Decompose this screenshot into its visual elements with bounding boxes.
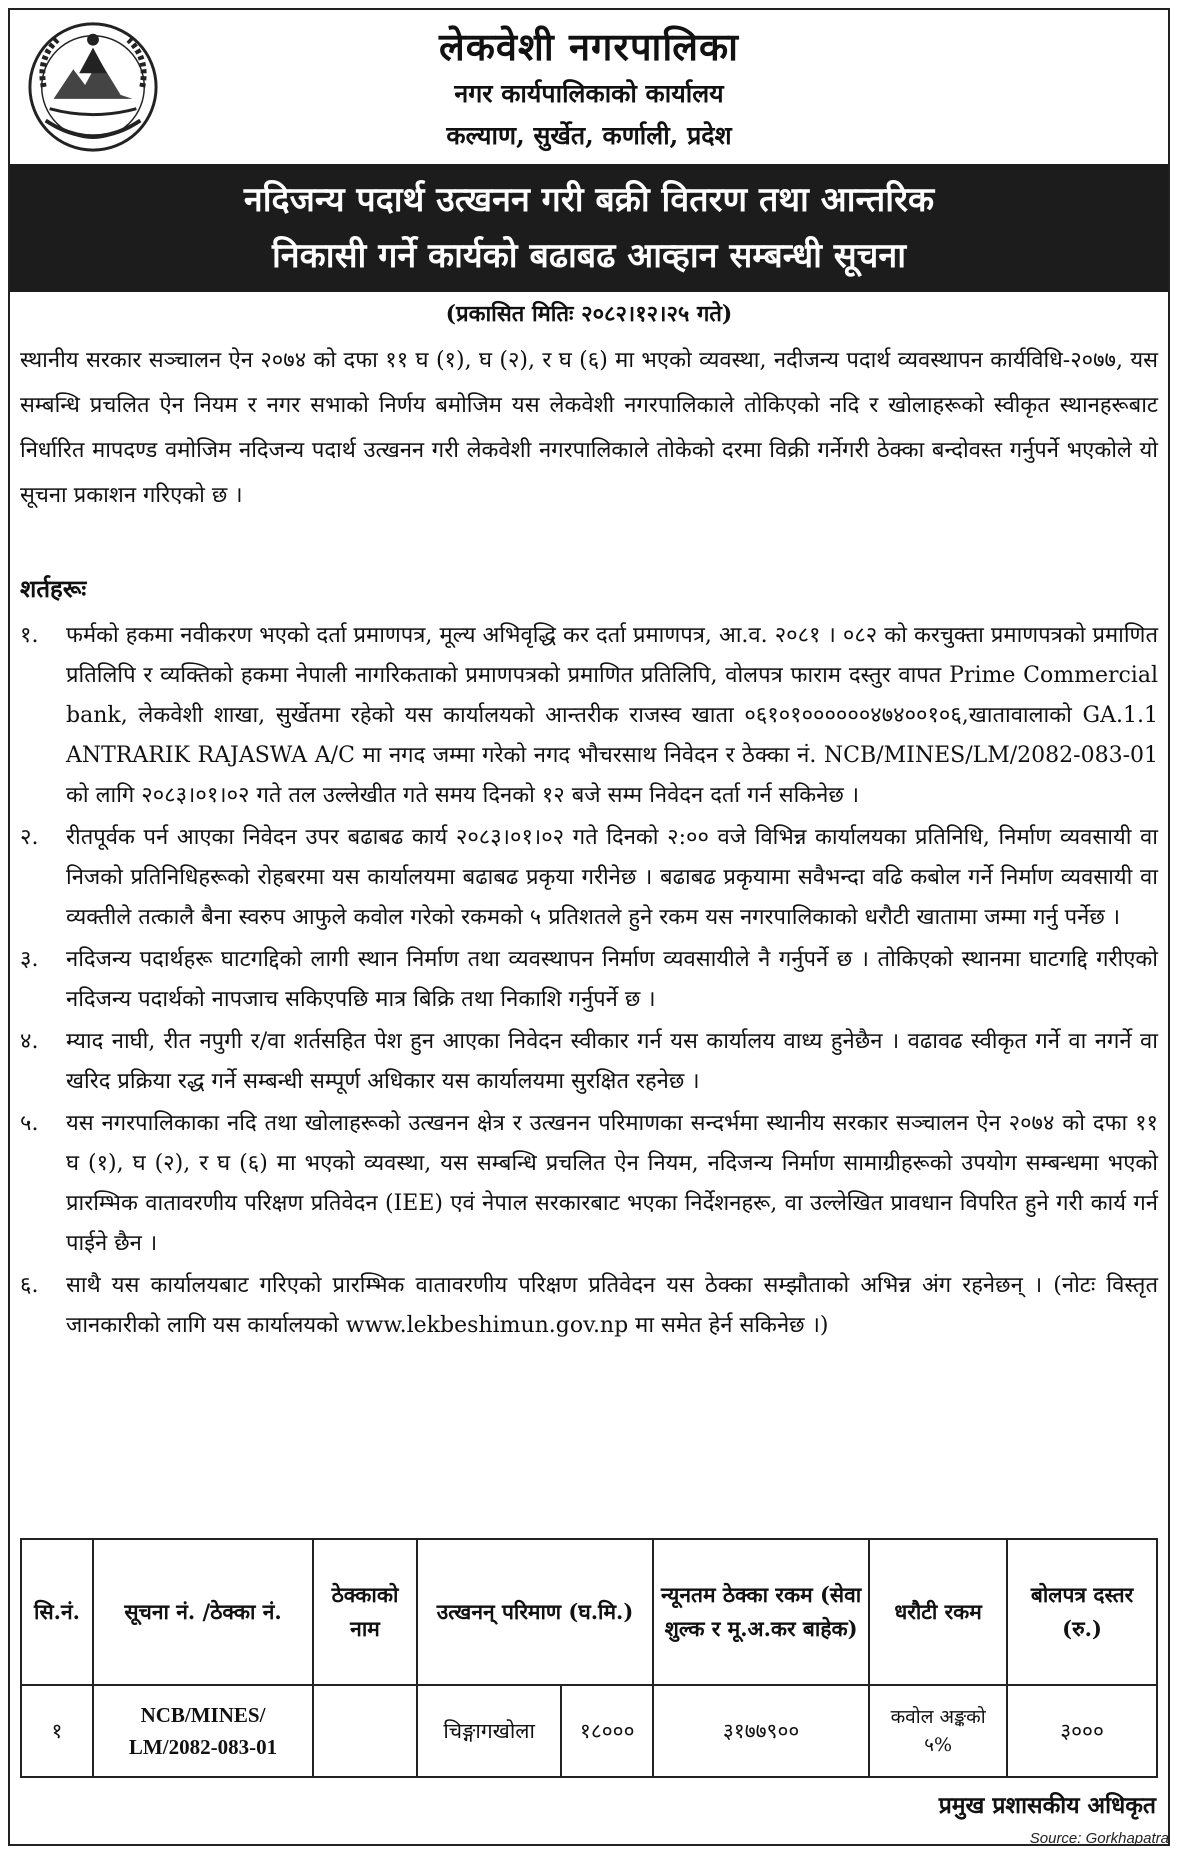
term-item xyxy=(20,940,1158,1020)
header-deposit: धरौटी रकम xyxy=(869,1539,1007,1685)
notice-title-line-2: निकासी गर्ने कार्यको बढाबढ आव्हान सम्बन्धी सूचना xyxy=(271,236,907,276)
term-number: ६. xyxy=(20,1273,39,1298)
org-address: कल्याण, सुर्खेत, कर्णाली, प्रदेश xyxy=(446,121,732,150)
term-text: रीतपूर्वक पर्न आएका निवेदन उपर बढाबढ कार्य २०८३।०१।०२ गते दिनको २:०० वजे विभिन्न कार्यालयका प्रतिनिधि, निर्माण व्यवसायी वा निजको प्रतिनिधिहरूको रोहबरमा यस कार्यालयमा बढाबढ प्रकृया गरीनेछ । बढाबढ प्रकृयामा सवैभन्दा वढि कबोल गर्ने निर्माण व्यवसायी वा व्यक्तीले तत्कालै बैना स्वरुप आफुले कवोल गरेको रकमको ५ प्रतिशतले हुने रकम यस नगरपालिकाको धरौटी खातामा जम्मा गर्नु पर्नेछ । xyxy=(66,825,1158,930)
contract-table-wrapper xyxy=(20,1538,1158,1778)
header xyxy=(10,10,1168,158)
cell-bid-fee: ३००० xyxy=(1007,1685,1157,1777)
source-credit: Source: Gorkhapatra xyxy=(1029,1830,1169,1847)
terms-list xyxy=(20,616,1158,1348)
terms-heading: शर्तहरूः xyxy=(20,575,87,603)
notice-title-line-1: नदिजन्य पदार्थ उत्खनन गरी बक्री वितरण तथा आन्तरिक xyxy=(243,180,935,220)
cell-min-amount: ३१७७९०० xyxy=(653,1685,869,1777)
org-office: नगर कार्यपालिकाको कार्यालय xyxy=(454,79,724,108)
header-sn: सि.नं. xyxy=(21,1539,93,1685)
term-text: साथै यस कार्यालयबाट गरिएको प्रारम्भिक वातावरणीय परिक्षण प्रतिवेदन यस ठेक्का सम्झौताको अभिन्न अंग रहनेछन् । (नोटः विस्तृत जानकारीको लागि यस कार्यालयको www.lekbeshimun.gov.np मा समेत हेर्न सकिनेछ ।) xyxy=(66,1273,1158,1338)
term-number: २. xyxy=(20,825,39,850)
header-min-amount: न्यूनतम ठेक्का रकम (सेवा शुल्क र मू.अ.कर बाहेक) xyxy=(653,1539,869,1685)
term-item xyxy=(20,1022,1158,1102)
signature-title: प्रमुख प्रशासकीय अधिकृत xyxy=(938,1793,1156,1819)
cell-contract-name xyxy=(313,1685,417,1777)
cell-notice-no: NCB/MINES/ LM/2082-083-01 xyxy=(93,1685,313,1777)
term-text: म्याद नाघी, रीत नपुगी र/वा शर्तसहित पेश हुन आएका निवेदन स्वीकार गर्न यस कार्यालय वाध्य हुनेछैन । वढावढ स्वीकृत गर्ने वा नगर्ने वा खरिद प्रक्रिया रद्ध गर्ने सम्बन्धी सम्पूर्ण अधिकार यस कार्यालयमा सुरक्षित रहनेछ । xyxy=(66,1029,1158,1094)
term-number: ४. xyxy=(20,1029,39,1054)
term-number: ३. xyxy=(20,947,39,972)
term-text: नदिजन्य पदार्थहरू घाटगद्दिको लागी स्थान निर्माण तथा व्यवस्थापन निर्माण व्यवसायीले नै गर्नुपर्ने छ । तोकिएको स्थानमा घाटगद्दि गरीएको नदिजन्य पदार्थको नापजाच सकिएपछि मात्र बिक्रि तथा निकाशि गर्नुपर्ने छ । xyxy=(66,947,1158,1012)
table-header-row xyxy=(21,1539,1157,1685)
intro-paragraph: स्थानीय सरकार सञ्चालन ऐन २०७४ को दफा ११ घ (१), घ (२), र घ (६) मा भएको व्यवस्था, नदीजन्य पदार्थ व्यवस्थापन कार्यविधि-२०७७, यस सम्बन्धि प्रचलित ऐन नियम र नगर सभाको निर्णय बमोजिम यस लेकवेशी नगरपालिकाले तोकिएको नदि र खोलाहरूको स्वीकृत स्थानहरूबाट निर्धारित मापदण्ड वमोजिम नदिजन्य पदार्थ उत्खनन गरी लेकवेशी नगरपालिकाले तोकेको दरमा विक्री गर्नेगरी ठेक्का बन्दोवस्त गर्नुपर्ने भएकोले यो सूचना प्रकाशन गरिएको छ । xyxy=(20,348,1158,508)
header-notice-no: सूचना नं. /ठेक्का नं. xyxy=(93,1539,313,1685)
notice-title-band xyxy=(10,164,1168,292)
term-text: फर्मको हकमा नवीकरण भएको दर्ता प्रमाणपत्र, मूल्य अभिवृद्धि कर दर्ता प्रमाणपत्र, आ.व. २०८१ । ०८२ को करचुक्ता प्रमाणपत्रको प्रमाणित प्रतिलिपि र व्यक्तिको हकमा नेपाली नागरिकताको प्रमाणपत्रको प्रमाणित प्रतिलिपि, वोलपत्र फाराम दस्तुर वापत Prime Commercial bank, लेकवेशी शाखा, सुर्खेतमा रहेको यस कार्यालयको आन्तरीक राजस्व खाता ०६१०१००००००४७४००१०६,खातावालाको GA.1.1 ANTRARIK RAJASWA A/C मा नगद जम्मा गरेको नगद भौचरसाथ निवेदन र ठेक्का नं. NCB/MINES/LM/2082-083-01 को लागि २०८३।०१।०२ गते तल उल्लेखीत गते समय दिनको १२ बजे सम्म निवेदन दर्ता गर्न सकिनेछ । xyxy=(66,623,1158,808)
notice-page xyxy=(8,8,1170,1846)
header-quantity: उत्खनन् परिमाण (घ.मि.) xyxy=(417,1539,653,1685)
term-item xyxy=(20,818,1158,938)
term-item xyxy=(20,1104,1158,1264)
table-row xyxy=(21,1685,1157,1777)
term-number: ५. xyxy=(20,1111,39,1136)
term-text: यस नगरपालिकाका नदि तथा खोलाहरूको उत्खनन क्षेत्र र उत्खनन परिमाणका सन्दर्भमा स्थानीय सरकार सञ्चालन ऐन २०७४ को दफा ११ घ (१), घ (२), र घ (६) मा भएको व्यवस्था, यस सम्बन्धि प्रचलित ऐन नियम, नदिजन्य निर्माण सामाग्रीहरूको उपयोग सम्बन्धमा भएको प्रारम्भिक वातावरणीय परिक्षण प्रतिवेदन (IEE) एवं नेपाल सरकारबाट भएका निर्देशनहरू, वा उल्लेखित प्रावधान विपरित हुने गरी कार्य गर्न पाईने छैन । xyxy=(66,1111,1158,1256)
header-bid-fee: बोलपत्र दस्तर (रु.) xyxy=(1007,1539,1157,1685)
term-item xyxy=(20,616,1158,816)
header-contract-name: ठेक्काको नाम xyxy=(313,1539,417,1685)
term-item xyxy=(20,1266,1158,1346)
published-date: (प्रकासित मितिः २०८२।१२।२५ गते) xyxy=(445,301,733,327)
contract-table xyxy=(20,1538,1158,1778)
cell-sn: १ xyxy=(21,1685,93,1777)
cell-deposit: कवोल अङ्कको ५% xyxy=(869,1685,1007,1777)
term-number: १. xyxy=(20,623,39,648)
cell-quantity: १८००० xyxy=(561,1685,653,1777)
org-name: लेकवेशी नगरपालिका xyxy=(438,24,740,69)
cell-location: चिङ्गागखोला xyxy=(417,1685,561,1777)
